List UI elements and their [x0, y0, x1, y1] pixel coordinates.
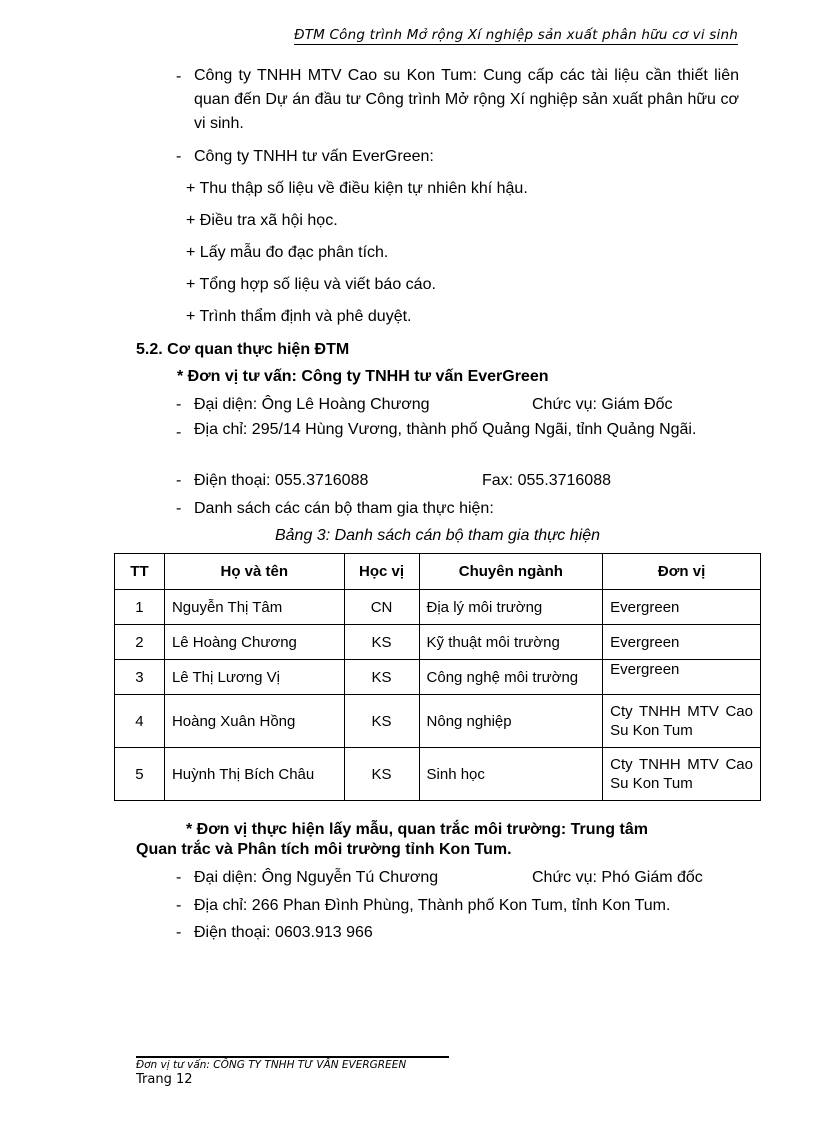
monitoring-rep: Đại diện: Ông Nguyễn Tú Chương [194, 869, 439, 886]
table-row [115, 590, 761, 625]
table-row [115, 748, 761, 801]
consultant-fax: Fax: 055.3716088 [482, 472, 611, 489]
cell-degree: CN [344, 590, 419, 625]
monitoring-address: Địa chỉ: 266 Phan Đình Phùng, Thành phố Kon Tum, tỉnh Kon Tum. [194, 897, 671, 914]
cell-degree: KS [344, 625, 419, 660]
monitoring-heading-line1: * Đơn vị thực hiện lấy mẫu, quan trắc môi trường: Trung tâm [186, 821, 648, 838]
table-row [115, 625, 761, 660]
consultant-address: Địa chỉ: 295/14 Hùng Vương, thành phố Quảng Ngãi, tỉnh Quảng Ngãi. [194, 421, 697, 438]
cell-name: Hoàng Xuân Hồng [164, 695, 344, 748]
monitoring-heading-line2: Quan trắc và Phân tích môi trường tỉnh Kon Tum. [136, 841, 512, 858]
cell-name: Nguyễn Thị Tâm [164, 590, 344, 625]
cell-name: Huỳnh Thị Bích Châu [164, 748, 344, 801]
cell-tt: 1 [115, 590, 165, 625]
consultant-heading: * Đơn vị tư vấn: Công ty TNHH tư vấn EverGreen [177, 368, 549, 385]
bullet-dash: - [176, 869, 182, 886]
cell-major: Sinh học [419, 748, 603, 801]
cell-degree: KS [344, 748, 419, 801]
bullet-dash: - [176, 897, 182, 914]
cell-degree: KS [344, 660, 419, 695]
cell-unit: Evergreen [603, 625, 761, 660]
col-header-unit: Đơn vị [603, 554, 761, 590]
intro-item-1: Công ty TNHH MTV Cao su Kon Tum: Cung cấp các tài liệu cần thiết liên quan đến Dự án đầu tư Công trình Mở rộng Xí nghiệp sản xuất phân hữu cơ vi sinh. [194, 67, 739, 132]
cell-name: Lê Thị Lương Vị [164, 660, 344, 695]
section-heading: 5.2. Cơ quan thực hiện ĐTM [136, 341, 350, 358]
monitoring-phone: Điện thoại: 0603.913 966 [194, 924, 373, 941]
col-header-name: Họ và tên [164, 554, 344, 590]
bullet-dash: - [176, 924, 182, 941]
table-caption: Bảng 3: Danh sách cán bộ tham gia thực hiện [274, 527, 600, 544]
bullet-dash: - [176, 472, 182, 489]
consultant-rep: Đại diện: Ông Lê Hoàng Chương [194, 396, 430, 413]
cell-unit: Evergreen [603, 590, 761, 625]
cell-tt: 2 [115, 625, 165, 660]
sub-item: + Thu thập số liệu về điều kiện tự nhiên khí hậu. [186, 180, 528, 197]
cell-major: Kỹ thuật môi trường [419, 625, 603, 660]
cell-unit: Cty TNHH MTV Cao Su Kon Tum [603, 748, 761, 801]
cell-tt: 3 [115, 660, 165, 695]
cell-degree: KS [344, 695, 419, 748]
cell-major: Công nghệ môi trường [419, 660, 603, 695]
bullet-dash: - [176, 500, 182, 517]
cell-tt: 4 [115, 695, 165, 748]
sub-item: + Lấy mẫu đo đạc phân tích. [186, 244, 389, 261]
col-header-tt: TT [115, 554, 165, 590]
cell-unit: Cty TNHH MTV Cao Su Kon Tum [603, 695, 761, 748]
consultant-position: Chức vụ: Giám Đốc [532, 396, 673, 413]
cell-unit: Evergreen [603, 660, 761, 695]
staff-list-intro: Danh sách các cán bộ tham gia thực hiện: [194, 500, 494, 517]
sub-item: + Tổng hợp số liệu và viết báo cáo. [186, 276, 436, 293]
bullet-dash: - [176, 396, 182, 413]
sub-item: + Trình thẩm định và phê duyệt. [186, 308, 412, 325]
table-row [115, 660, 761, 695]
bullet-dash: - [176, 148, 182, 165]
consultant-phone: Điện thoại: 055.3716088 [194, 472, 369, 489]
page-number: Trang 12 [136, 1072, 193, 1087]
cell-major: Nông nghiệp [419, 695, 603, 748]
intro-item-2: Công ty TNHH tư vấn EverGreen: [194, 148, 434, 165]
monitoring-position: Chức vụ: Phó Giám đốc [532, 869, 703, 886]
col-header-major: Chuyên ngành [419, 554, 603, 590]
page-header: ĐTM Công trình Mở rộng Xí nghiệp sản xuất phân hữu cơ vi sinh [294, 27, 738, 43]
cell-major: Địa lý môi trường [419, 590, 603, 625]
sub-item: + Điều tra xã hội học. [186, 212, 338, 229]
staff-table [114, 553, 761, 801]
footer-unit: Đơn vị tư vấn: CÔNG TY TNHH TƯ VẤN EVERGREEN [136, 1059, 407, 1071]
cell-tt: 5 [115, 748, 165, 801]
col-header-degree: Học vị [344, 554, 419, 590]
footer-rule [136, 1056, 449, 1058]
cell-name: Lê Hoàng Chương [164, 625, 344, 660]
bullet-dash: - [176, 424, 182, 441]
table-row [115, 695, 761, 748]
table-header-row [115, 554, 761, 590]
bullet-dash: - [176, 68, 182, 85]
